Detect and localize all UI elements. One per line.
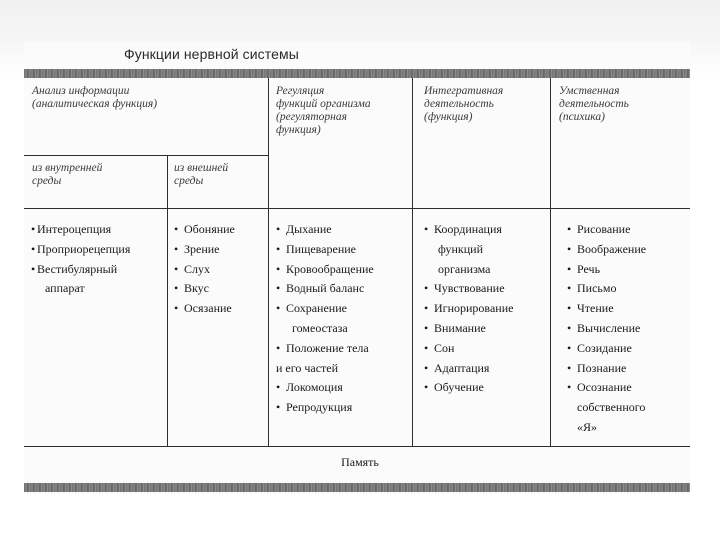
bullet-icon: • bbox=[31, 261, 36, 276]
bullet-icon: • bbox=[424, 360, 429, 375]
list-item: • Сон bbox=[424, 339, 513, 359]
list-item: • Зрение bbox=[174, 240, 235, 260]
bullet-icon: • bbox=[174, 261, 179, 276]
bullet-icon: • bbox=[424, 320, 429, 335]
bottom-rule-band bbox=[24, 483, 690, 492]
bullet-icon: • bbox=[424, 222, 429, 236]
list-item: и его частей bbox=[276, 360, 339, 375]
bullet-icon: • bbox=[276, 340, 281, 355]
list-item: • Осязание bbox=[174, 299, 235, 319]
list-item: «Я» bbox=[577, 419, 598, 434]
subheader-line bbox=[24, 155, 268, 156]
bullet-icon: • bbox=[567, 380, 572, 395]
bullet-icon: • bbox=[276, 301, 281, 316]
bullet-icon: • bbox=[424, 301, 429, 316]
list-item: • Адаптация bbox=[424, 359, 513, 379]
list-item: • Обучение bbox=[424, 378, 513, 398]
list-item: гомеостаза bbox=[292, 320, 348, 335]
list-item: • Осознание bbox=[567, 378, 646, 398]
list-item: функций bbox=[438, 241, 483, 256]
list-item: • Проприорецепция bbox=[31, 240, 130, 260]
list-item: • Познание bbox=[567, 359, 646, 379]
bullet-icon: • bbox=[424, 380, 429, 395]
bullet-icon: • bbox=[276, 400, 281, 415]
list-item: • Положение тела bbox=[276, 339, 374, 359]
divider-regulation-integrative bbox=[412, 78, 413, 446]
bullet-icon: • bbox=[567, 261, 572, 276]
bullet-icon: • bbox=[424, 281, 429, 296]
list-item: • Пищеварение bbox=[276, 240, 374, 260]
list-item: собственного bbox=[577, 400, 646, 415]
bullet-icon: • bbox=[174, 301, 179, 316]
list-item: аппарат bbox=[45, 281, 85, 296]
list-item: • Интероцепция bbox=[31, 220, 130, 240]
list-item: • Чувствование bbox=[424, 279, 513, 299]
bullet-icon: • bbox=[276, 281, 281, 296]
list-item: • Созидание bbox=[567, 339, 646, 359]
list-item: • Слух bbox=[174, 260, 235, 280]
list-regulation bbox=[276, 220, 374, 418]
header-integrative: Интегративная деятельность (функция) bbox=[424, 85, 504, 123]
top-rule-band bbox=[24, 69, 690, 78]
bullet-icon: • bbox=[31, 241, 36, 256]
list-external bbox=[174, 220, 235, 319]
list-item: • Дыхание bbox=[276, 220, 374, 240]
list-item: • Рисование bbox=[567, 220, 646, 240]
divider-internal-external bbox=[167, 155, 168, 446]
bullet-icon: • bbox=[174, 281, 179, 296]
list-item: • Кровообращение bbox=[276, 260, 374, 280]
list-item: • Координация bbox=[424, 220, 513, 240]
list-item: • Обоняние bbox=[174, 220, 235, 240]
list-item: • Воображение bbox=[567, 240, 646, 260]
list-item: • Чтение bbox=[567, 299, 646, 319]
bullet-icon: • bbox=[276, 222, 281, 236]
bullet-icon: • bbox=[567, 320, 572, 335]
header-external: из внешней среды bbox=[174, 162, 229, 187]
list-item: • Внимание bbox=[424, 319, 513, 339]
header-mental: Умственная деятельность (психика) bbox=[559, 85, 629, 123]
header-internal: из внутренней среды bbox=[32, 162, 103, 187]
bullet-icon: • bbox=[174, 222, 179, 236]
bullet-icon: • bbox=[567, 301, 572, 316]
list-integrative bbox=[424, 220, 513, 398]
list-item: • Сохранение bbox=[276, 299, 374, 319]
bullet-icon: • bbox=[567, 241, 572, 256]
bullet-icon: • bbox=[567, 340, 572, 355]
bullet-icon: • bbox=[276, 241, 281, 256]
header-regulation: Регуляция функций организма (регуляторная функция) bbox=[276, 85, 371, 136]
page-title: Функции нервной системы bbox=[124, 46, 299, 62]
list-item: • Письмо bbox=[567, 279, 646, 299]
header-bottom-line bbox=[24, 208, 690, 209]
memory-label: Память bbox=[341, 455, 379, 469]
bullet-icon: • bbox=[276, 261, 281, 276]
list-mental bbox=[567, 220, 646, 438]
list-item: • Вкус bbox=[174, 279, 235, 299]
list-item: • Локомоция bbox=[276, 378, 374, 398]
list-item: • Вестибулярный bbox=[31, 260, 130, 280]
bullet-icon: • bbox=[174, 241, 179, 256]
bullet-icon: • bbox=[424, 340, 429, 355]
divider-analysis-regulation bbox=[268, 78, 269, 446]
list-item: • Водный баланс bbox=[276, 279, 374, 299]
bullet-icon: • bbox=[567, 360, 572, 375]
list-item: • Игнорирование bbox=[424, 299, 513, 319]
list-item: • Речь bbox=[567, 260, 646, 280]
bullet-icon: • bbox=[567, 222, 572, 236]
body-bottom-line bbox=[24, 446, 690, 447]
bullet-icon: • bbox=[276, 380, 281, 395]
list-internal bbox=[31, 220, 130, 299]
header-analysis: Анализ информации (аналитическая функция) bbox=[32, 85, 158, 110]
list-item: • Вычисление bbox=[567, 319, 646, 339]
list-item: организма bbox=[438, 261, 491, 276]
divider-integrative-mental bbox=[550, 78, 551, 446]
list-item: • Репродукция bbox=[276, 398, 374, 418]
bullet-icon: • bbox=[31, 222, 36, 236]
bullet-icon: • bbox=[567, 281, 572, 296]
